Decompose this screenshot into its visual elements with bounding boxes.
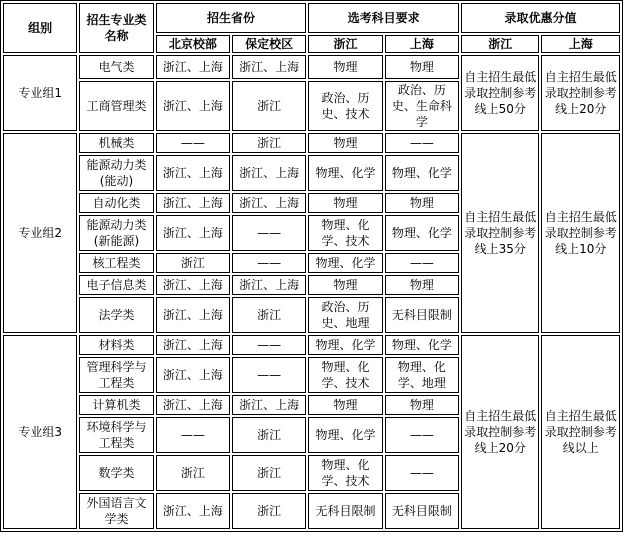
- baoding-provinces: 浙江: [232, 417, 306, 453]
- zhejiang-subjects: 物理、化学: [308, 335, 382, 355]
- header-baoding: 保定校区: [232, 35, 306, 53]
- table-row: [3, 55, 620, 79]
- zhejiang-subjects: 物理、化学、技术: [308, 455, 382, 491]
- baoding-provinces: 浙江: [232, 297, 306, 333]
- beijing-provinces: ——: [156, 133, 230, 153]
- shanghai-subjects: 无科目限制: [385, 297, 459, 333]
- header-bonus: 录取优惠分值: [461, 3, 620, 33]
- major-name: 能源动力类(新能源): [79, 215, 153, 251]
- beijing-provinces: 浙江、上海: [156, 215, 230, 251]
- zhejiang-subjects: 物理: [308, 133, 382, 153]
- shanghai-subjects: ——: [385, 253, 459, 273]
- major-name: 电子信息类: [79, 275, 153, 295]
- beijing-provinces: 浙江: [156, 455, 230, 491]
- header-subjects-shanghai: 上海: [385, 35, 459, 53]
- major-name: 法学类: [79, 297, 153, 333]
- shanghai-subjects: ——: [385, 455, 459, 491]
- major-name: 外国语言文学类: [79, 493, 153, 529]
- shanghai-bonus: 自主招生最低录取控制参考线上20分: [541, 55, 620, 131]
- baoding-provinces: 浙江: [232, 455, 306, 491]
- table-body: [3, 55, 620, 529]
- baoding-provinces: 浙江、上海: [232, 193, 306, 213]
- shanghai-subjects: 物理、化学: [385, 155, 459, 191]
- header-subjects-zhejiang: 浙江: [308, 35, 382, 53]
- beijing-provinces: 浙江、上海: [156, 275, 230, 295]
- baoding-provinces: 浙江: [232, 81, 306, 131]
- baoding-provinces: ——: [232, 215, 306, 251]
- beijing-provinces: 浙江、上海: [156, 357, 230, 393]
- zhejiang-bonus: 自主招生最低录取控制参考线上20分: [461, 335, 539, 529]
- baoding-provinces: 浙江: [232, 493, 306, 529]
- baoding-provinces: 浙江、上海: [232, 395, 306, 415]
- baoding-provinces: 浙江、上海: [232, 55, 306, 79]
- table-row: [3, 335, 620, 355]
- shanghai-subjects: 政治、历史、生命科学: [385, 81, 459, 131]
- zhejiang-subjects: 物理: [308, 275, 382, 295]
- beijing-provinces: 浙江: [156, 253, 230, 273]
- shanghai-subjects: 物理: [385, 193, 459, 213]
- shanghai-bonus: 自主招生最低录取控制参考线以上: [541, 335, 620, 529]
- beijing-provinces: 浙江、上海: [156, 193, 230, 213]
- major-name: 能源动力类(能动): [79, 155, 153, 191]
- header-provinces: 招生省份: [156, 3, 307, 33]
- beijing-provinces: 浙江、上海: [156, 395, 230, 415]
- header-major-line1: 招生专业类: [86, 13, 147, 27]
- header-major: [79, 3, 153, 53]
- zhejiang-subjects: 政治、历史、地理: [308, 297, 382, 333]
- zhejiang-subjects: 物理、化学: [308, 155, 382, 191]
- major-name: 计算机类: [79, 395, 153, 415]
- zhejiang-subjects: 物理、化学: [308, 253, 382, 273]
- major-name: 核工程类: [79, 253, 153, 273]
- zhejiang-subjects: 政治、历史、技术: [308, 81, 382, 131]
- zhejiang-subjects: 物理、化学: [308, 417, 382, 453]
- shanghai-subjects: 无科目限制: [385, 493, 459, 529]
- baoding-provinces: ——: [232, 357, 306, 393]
- baoding-provinces: 浙江: [232, 133, 306, 153]
- major-name: 环境科学与工程类: [79, 417, 153, 453]
- major-name: 机械类: [79, 133, 153, 153]
- group-name: 专业组3: [3, 335, 77, 529]
- header-bonus-shanghai: 上海: [541, 35, 620, 53]
- table-row: [3, 133, 620, 153]
- baoding-provinces: ——: [232, 253, 306, 273]
- header-group: 组别: [3, 3, 77, 53]
- zhejiang-subjects: 物理: [308, 193, 382, 213]
- header-major-line2: 名称: [104, 29, 129, 43]
- baoding-provinces: 浙江、上海: [232, 155, 306, 191]
- beijing-provinces: 浙江、上海: [156, 493, 230, 529]
- shanghai-subjects: 物理、化学: [385, 335, 459, 355]
- beijing-provinces: 浙江、上海: [156, 155, 230, 191]
- zhejiang-subjects: 物理、化学、技术: [308, 215, 382, 251]
- beijing-provinces: 浙江、上海: [156, 335, 230, 355]
- shanghai-subjects: 物理: [385, 275, 459, 295]
- beijing-provinces: ——: [156, 417, 230, 453]
- major-name: 数学类: [79, 455, 153, 491]
- beijing-provinces: 浙江、上海: [156, 55, 230, 79]
- shanghai-subjects: 物理、化学: [385, 215, 459, 251]
- zhejiang-subjects: 物理: [308, 395, 382, 415]
- major-name: 电气类: [79, 55, 153, 79]
- baoding-provinces: 浙江、上海: [232, 275, 306, 295]
- shanghai-subjects: 物理: [385, 395, 459, 415]
- beijing-provinces: 浙江、上海: [156, 297, 230, 333]
- beijing-provinces: 浙江、上海: [156, 81, 230, 131]
- header-bonus-zhejiang: 浙江: [461, 35, 539, 53]
- header-subjects: 选考科目要求: [308, 3, 459, 33]
- major-name: 工商管理类: [79, 81, 153, 131]
- group-name: 专业组2: [3, 133, 77, 333]
- baoding-provinces: ——: [232, 335, 306, 355]
- major-name: 自动化类: [79, 193, 153, 213]
- shanghai-subjects: 物理: [385, 55, 459, 79]
- major-name: 材料类: [79, 335, 153, 355]
- zhejiang-subjects: 物理、化学、技术: [308, 357, 382, 393]
- zhejiang-subjects: 无科目限制: [308, 493, 382, 529]
- header-beijing: 北京校部: [156, 35, 230, 53]
- zhejiang-bonus: 自主招生最低录取控制参考线上35分: [461, 133, 539, 333]
- group-name: 专业组1: [3, 55, 77, 131]
- zhejiang-bonus: 自主招生最低录取控制参考线上50分: [461, 55, 539, 131]
- major-name: 管理科学与工程类: [79, 357, 153, 393]
- zhejiang-subjects: 物理: [308, 55, 382, 79]
- shanghai-subjects: ——: [385, 417, 459, 453]
- shanghai-subjects: 物理、化学、地理: [385, 357, 459, 393]
- shanghai-bonus: 自主招生最低录取控制参考线上10分: [541, 133, 620, 333]
- shanghai-subjects: ——: [385, 133, 459, 153]
